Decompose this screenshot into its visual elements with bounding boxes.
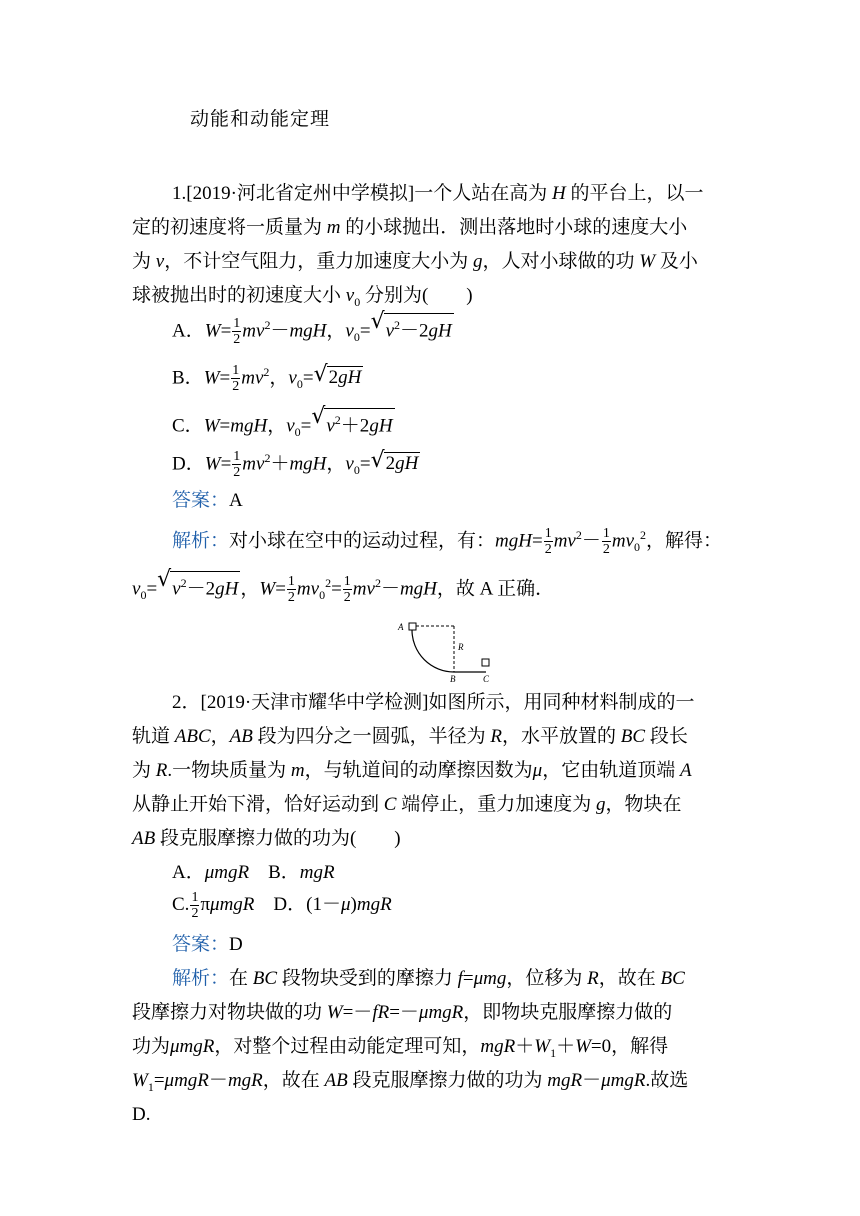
q2-answer-label: 答案： [172, 934, 230, 955]
q1-analysis-label: 解析： [172, 530, 230, 552]
q2-options-cd: C. $\frac{1}{2}$ πμmgR D．(1－μ)mgR [172, 890, 392, 921]
q2-analysis-line-5: D. [132, 1104, 151, 1125]
block-at-a [409, 623, 416, 630]
q1-option-b: B．W= $\frac{1}{2}$ $mv^2$，$v_0=$ √ 2gH [172, 362, 362, 395]
q2-stem-line-3: 为 R.一物块质量为 m，与轨道间的动摩擦因数为μ，它由轨道顶端 A [132, 760, 692, 781]
q1-option-c: C．W=mgH，$v_0=$ √ $v^2+2gH$ [172, 404, 393, 440]
q1-analysis-line-2: $v_0=$ √ $v^2-2gH$ ，W= $\frac{1}{2}$ $mv_0^2=$ $\frac{1}{2}$ $mv^2-mgH$，故 A 正确． [132, 567, 555, 606]
q2-options-ab: A．μmgR B．mgR [172, 862, 335, 883]
label-c: C [483, 674, 490, 684]
label-r: R [458, 642, 464, 652]
q2-analysis-line-2: 段摩擦力对物块做的功 W=－fR=－μmgR，即物块克服摩擦力做的 [132, 1002, 673, 1023]
q1-answer-label: 答案： [172, 490, 230, 511]
q1-answer-value: A [229, 490, 243, 511]
page-title: 动能和动能定理 [190, 109, 331, 130]
q2-analysis-line-3: 功为μmgR，对整个过程由动能定理可知，$mgR+W_1+W=0$，解得 [132, 1036, 669, 1060]
q1-stem-line-4: 球被抛出时的初速度大小 $v_0$ 分别为( ) [132, 285, 473, 309]
q2-answer [172, 933, 243, 957]
block-at-c [482, 659, 489, 666]
q1-answer [172, 489, 243, 513]
q1-analysis-line-1: 解析：对小球在空中的运动过程，有：mgH= $\frac{1}{2}$ $mv^2-$ $\frac{1}{2}$ $mv_0^2$，解得： [172, 526, 723, 558]
label-b: B [450, 674, 456, 684]
q2-stem-line-1: 2．[2019·天津市耀华中学检测]如图所示，用同种材料制成的一 [172, 692, 695, 713]
track-diagram [390, 614, 500, 684]
q1-stem-line-2: 定的初速度将一质量为 m 的小球抛出．测出落地时小球的速度大小 [132, 217, 688, 238]
q2-stem-line-4: 从静止开始下滑，恰好运动到 C 端停止，重力加速度为 g，物块在 [132, 794, 682, 815]
q2-analysis-label: 解析： [172, 968, 230, 989]
q1-stem-line-3: 为 v，不计空气阻力，重力加速度大小为 g，人对小球做的功 W 及小 [132, 251, 698, 272]
q2-stem-line-2: 轨道 ABC，AB 段为四分之一圆弧，半径为 R，水平放置的 BC 段长 [132, 726, 688, 747]
label-a: A [398, 622, 404, 632]
q2-stem-line-5: AB 段克服摩擦力做的功为( ) [132, 828, 401, 849]
q1-stem-line-1: 1.[2019·河北省定州中学模拟]一个人站在高为 H 的平台上，以一 [172, 183, 704, 204]
arc-ab [412, 630, 454, 672]
q1-option-d: D．W= $\frac{1}{2}$ $mv^2+mgH$，$v_0=$ √ 2gH [172, 448, 419, 481]
q1-option-a: A．W= $\frac{1}{2}$ $mv^2-mgH$，$v_0=$ √ $v^2-2gH$ [172, 309, 452, 348]
q2-answer-value: D [229, 934, 243, 955]
q2-analysis-line-4: $W_1=\mu mgR-mgR$，故在 AB 段克服摩擦力做的功为 mgR－μmgR.故选 [132, 1070, 689, 1094]
q2-analysis-line-1: 解析：在 BC 段物块受到的摩擦力 f=μmg，位移为 R，故在 BC [172, 968, 685, 989]
